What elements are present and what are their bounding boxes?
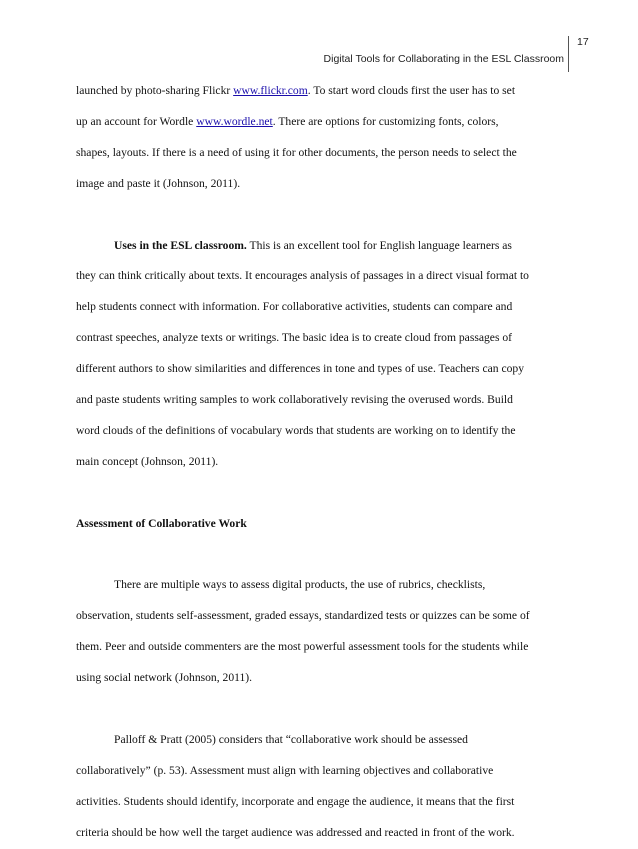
text-line: main concept (Johnson, 2011).	[76, 454, 219, 468]
text-line	[76, 231, 566, 262]
paragraph-3	[76, 570, 566, 694]
text-line: activities. Students should identify, incorporate and engage the audience, it means that the first	[76, 794, 515, 808]
flickr-link[interactable]: www.flickr.com	[233, 84, 308, 97]
document-body	[76, 76, 566, 849]
paragraph-2	[76, 231, 566, 478]
text-line: they can think critically about texts. It encourages analysis of passages in a direct visual format to	[76, 269, 529, 283]
text-line: observation, students self-assessment, graded essays, standardized tests or quizzes can be some of	[76, 609, 530, 623]
text-line: Palloff & Pratt (2005) considers that “collaborative work should be assessed	[114, 732, 468, 746]
wordle-link[interactable]: www.wordle.net	[196, 114, 273, 128]
text-line: collaboratively” (p. 53). Assessment must align with learning objectives and collaborative	[76, 763, 494, 777]
text-line: different authors to show similarities and differences in tone and types of use. Teachers can copy	[76, 362, 524, 376]
paragraph-gap	[76, 478, 566, 509]
page-number: 17	[577, 36, 589, 48]
text-line: and paste students writing samples to work collaboratively revising the overused words. Build	[76, 393, 513, 407]
text-line: help students connect with information. For collaborative activities, students can compare and	[76, 300, 513, 314]
text-line: criteria should be how well the target audience was addressed and reacted in front of the work.	[76, 825, 515, 839]
text-line: shapes, layouts. If there is a need of using it for other documents, the person needs to select the	[76, 145, 517, 159]
paragraph-4	[76, 725, 566, 849]
text-run: This is an excellent tool for English language learners as	[246, 238, 512, 252]
text-line: using social network (Johnson, 2011).	[76, 671, 253, 685]
text-line: contrast speeches, analyze texts or writings. The basic idea is to create cloud from passages of	[76, 331, 513, 345]
text-run: . To start word clouds first the user has to set	[307, 84, 516, 97]
subsection-heading: Uses in the ESL classroom.	[114, 238, 247, 252]
text-line: them. Peer and outside commenters are the most powerful assessment tools for the students while	[76, 640, 529, 654]
text-line: word clouds of the definitions of vocabulary words that students are working on to identify the	[76, 423, 516, 437]
header-divider	[568, 36, 569, 72]
page-header	[0, 0, 638, 70]
running-head: Digital Tools for Collaborating in the ESL Classroom	[323, 53, 564, 65]
text-line: image and paste it (Johnson, 2011).	[76, 176, 241, 190]
paragraph-gap	[76, 200, 566, 231]
text-run: up an account for Wordle	[76, 114, 197, 128]
text-line	[76, 76, 566, 107]
text-run: . There are options for customizing fonts, colors,	[272, 114, 499, 128]
text-line: There are multiple ways to assess digital products, the use of rubrics, checklists,	[114, 578, 486, 592]
paragraph-gap	[76, 694, 566, 725]
text-line	[76, 107, 566, 138]
section-heading-paragraph	[76, 509, 566, 540]
section-heading: Assessment of Collaborative Work	[76, 516, 247, 530]
paragraph-gap	[76, 540, 566, 571]
text-run: launched by photo-sharing Flickr	[76, 84, 234, 97]
paragraph-1	[76, 76, 566, 200]
